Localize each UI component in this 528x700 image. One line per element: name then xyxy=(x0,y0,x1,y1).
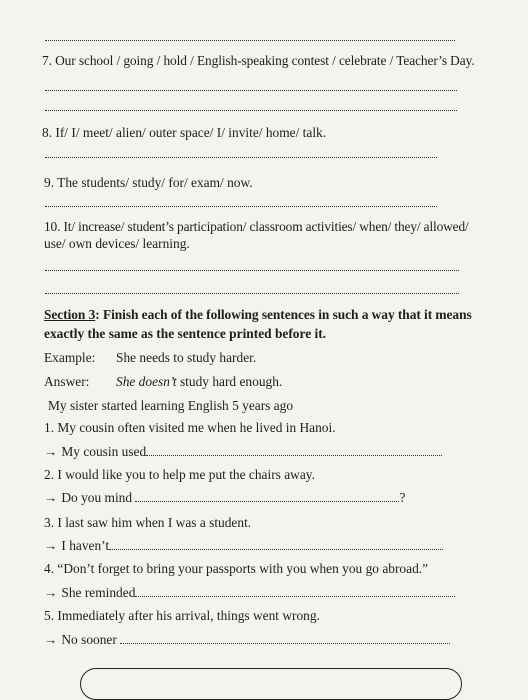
item-4-prompt: 4. “Don’t forget to bring your passports with you when you go abroad.” xyxy=(44,561,429,576)
answer-line xyxy=(45,206,437,207)
item-3-answer: → I haven’t xyxy=(44,538,443,554)
answer-line xyxy=(45,270,459,271)
arrow-icon: → xyxy=(44,444,58,459)
exercise-8: 8. If/ I/ meet/ alien/ outer space/ I/ invite/ home/ talk. xyxy=(42,125,327,140)
item-5-answer: → No sooner xyxy=(44,632,450,648)
exercise-9: 9. The students/ study/ for/ exam/ now. xyxy=(44,175,253,190)
example-label: Example: xyxy=(44,350,96,365)
item-2-answer: → Do you mind ? xyxy=(44,490,406,505)
answer-line xyxy=(135,491,399,502)
answer-line xyxy=(135,586,455,597)
answer-line xyxy=(146,445,442,456)
arrow-icon: → xyxy=(44,538,58,553)
item-3-prompt: 3. I last saw him when I was a student. xyxy=(44,515,252,530)
item-1-prompt: 1. My cousin often visited me when he lived in Hanoi. xyxy=(44,420,336,435)
answer-line xyxy=(45,90,457,91)
extra-sentence: My sister started learning English 5 years ago xyxy=(48,398,294,413)
answer-line xyxy=(45,157,437,158)
item-1-answer: → My cousin used xyxy=(44,444,442,460)
item-2-prompt: 2. I would like you to help me put the chairs away. xyxy=(44,467,315,482)
exercise-10-line1: 10. It/ increase/ student’s participation/ classroom activities/ when/ they/ allowed/ xyxy=(44,219,469,234)
answer-text: She doesn’t study hard enough. xyxy=(116,374,283,389)
answer-line xyxy=(45,110,457,111)
example-text: She needs to study harder. xyxy=(116,350,257,365)
answer-label: Answer: xyxy=(44,374,90,389)
section-3-heading: Section 3 xyxy=(44,307,96,322)
answer-line xyxy=(45,40,455,41)
bottom-frame xyxy=(80,668,462,700)
section-3-instruction-line2: exactly the same as the sentence printed before it. xyxy=(44,326,327,341)
answer-line xyxy=(120,633,450,644)
section-3-instruction-line1: Section 3: Finish each of the following sentences in such a way that it means xyxy=(44,307,472,322)
arrow-icon: → xyxy=(44,632,58,647)
item-4-answer: → She reminded xyxy=(44,585,455,601)
exercise-7: 7. Our school / going / hold / English-speaking contest / celebrate / Teacher’s Day. xyxy=(42,53,475,68)
arrow-icon: → xyxy=(44,585,58,600)
answer-line xyxy=(45,293,459,294)
answer-line xyxy=(109,539,443,550)
arrow-icon: → xyxy=(44,490,58,505)
item-5-prompt: 5. Immediately after his arrival, things went wrong. xyxy=(44,608,320,623)
exercise-10-line2: use/ own devices/ learning. xyxy=(44,236,190,251)
